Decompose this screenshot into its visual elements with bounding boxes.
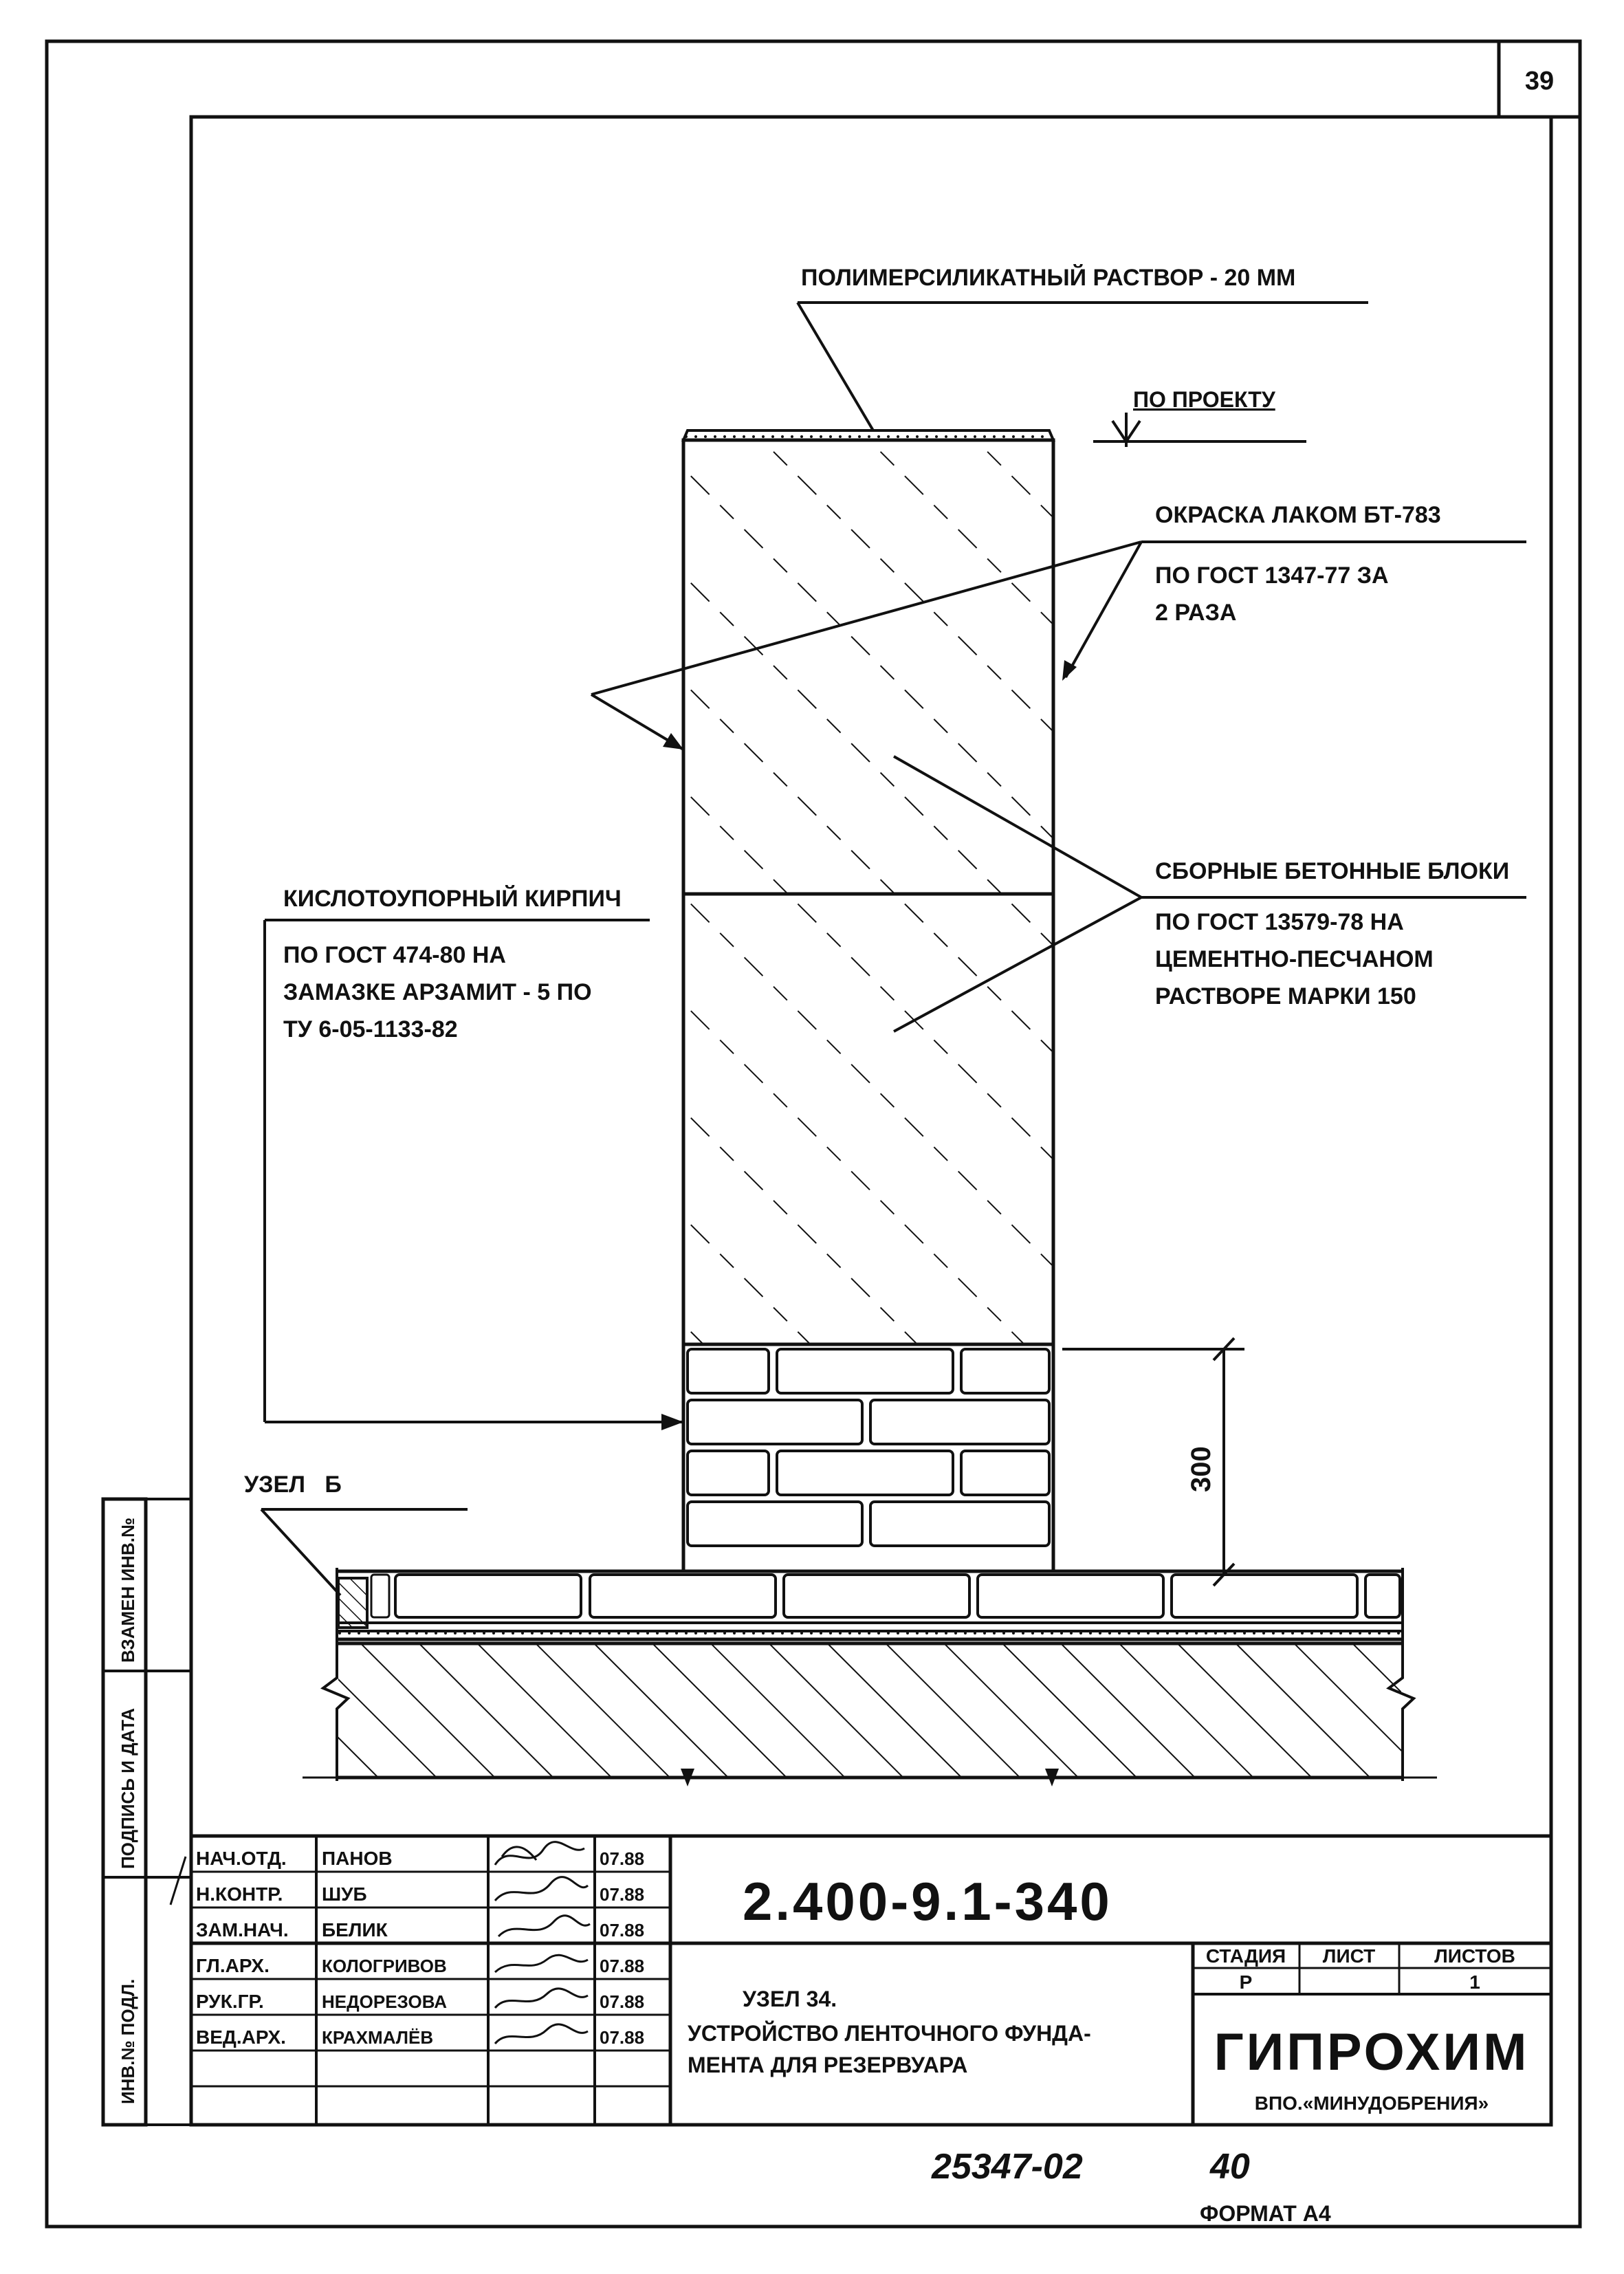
sheet-header: ЛИСТ bbox=[1322, 1945, 1376, 1967]
tb-name-6: КРАХМАЛЁВ bbox=[322, 2027, 434, 2048]
callout-by-project: ПО ПРОЕКТУ bbox=[1133, 387, 1275, 412]
org-name: ГИПРОХИМ bbox=[1214, 2023, 1530, 2081]
tb-role-3: ЗАМ.НАЧ. bbox=[196, 1919, 289, 1940]
title-line-1: УЗЕЛ 34. bbox=[743, 1987, 837, 2011]
tb-date-3: 07.88 bbox=[600, 1920, 645, 1940]
sheets-value: 1 bbox=[1469, 1971, 1480, 1993]
callout-brick-1: КИСЛОТОУПОРНЫЙ КИРПИЧ bbox=[283, 886, 622, 912]
callout-lacquer-2: ПО ГОСТ 1347-77 ЗА bbox=[1155, 562, 1389, 589]
archive-number: 25347-02 bbox=[932, 2147, 1083, 2187]
stamp-signature-date: ПОДПИСЬ И ДАТА bbox=[118, 1707, 138, 1869]
tb-role-1: НАЧ.ОТД. bbox=[196, 1848, 287, 1869]
foundation-base bbox=[303, 1568, 1437, 1786]
tb-date-1: 07.88 bbox=[600, 1848, 645, 1869]
callout-node-b: УЗЕЛ Б bbox=[244, 1472, 342, 1498]
tb-role-4: ГЛ.АРХ. bbox=[196, 1955, 270, 1976]
tb-name-2: ШУБ bbox=[322, 1883, 367, 1905]
sheets-header: ЛИСТОВ bbox=[1434, 1945, 1515, 1967]
stage-header: СТАДИЯ bbox=[1205, 1945, 1286, 1967]
callout-brick-3: ЗАМАЗКЕ АРЗАМИТ - 5 ПО bbox=[283, 979, 592, 1005]
tb-date-6: 07.88 bbox=[600, 2027, 645, 2048]
tb-name-3: БЕЛИК bbox=[322, 1919, 388, 1940]
tb-name-4: КОЛОГРИВОВ bbox=[322, 1956, 447, 1976]
callout-brick-4: ТУ 6-05-1133-82 bbox=[283, 1016, 458, 1042]
acid-resistant-brick bbox=[683, 1344, 1053, 1571]
tb-role-2: Н.КОНТР. bbox=[196, 1883, 283, 1905]
tb-date-5: 07.88 bbox=[600, 1991, 645, 2012]
stamp-replace-inv: ВЗАМЕН ИНВ.№ bbox=[118, 1518, 138, 1663]
sheet-number: 39 bbox=[1524, 67, 1555, 96]
page-number: 40 bbox=[1210, 2147, 1250, 2187]
dimension-300: 300 bbox=[1186, 1446, 1216, 1492]
callout-blocks-2: ПО ГОСТ 13579-78 НА bbox=[1155, 909, 1404, 935]
concrete-block-wall bbox=[683, 440, 1053, 1344]
callout-brick-2: ПО ГОСТ 474-80 НА bbox=[283, 942, 506, 968]
tb-role-5: РУК.ГР. bbox=[196, 1991, 264, 2012]
stage-value: Р bbox=[1239, 1971, 1253, 1993]
title-line-2: УСТРОЙСТВО ЛЕНТОЧНОГО ФУНДА- bbox=[688, 2021, 1091, 2046]
tb-name-1: ПАНОВ bbox=[322, 1848, 393, 1869]
tb-role-6: ВЕД.АРХ. bbox=[196, 2026, 286, 2048]
tb-date-2: 07.88 bbox=[600, 1884, 645, 1905]
tb-date-4: 07.88 bbox=[600, 1956, 645, 1976]
callout-lacquer-1: ОКРАСКА ЛАКОМ БТ-783 bbox=[1155, 502, 1441, 528]
drawing-number: 2.400-9.1-340 bbox=[743, 1871, 1112, 1932]
title-line-3: МЕНТА ДЛЯ РЕЗЕРВУАРА bbox=[688, 2053, 968, 2077]
stamp-original-inv: ИНВ.№ ПОДЛ. bbox=[118, 1978, 138, 2104]
mortar-layer bbox=[683, 430, 1053, 440]
org-subtitle: ВПО.«МИНУДОБРЕНИЯ» bbox=[1254, 2092, 1489, 2114]
tb-name-5: НЕДОРЕЗОВА bbox=[322, 1991, 447, 2012]
callout-blocks-4: РАСТВОРЕ МАРКИ 150 bbox=[1155, 983, 1416, 1009]
callout-blocks-1: СБОРНЫЕ БЕТОННЫЕ БЛОКИ bbox=[1155, 858, 1510, 884]
paper-format: ФОРМАТ А4 bbox=[1200, 2201, 1331, 2226]
callout-blocks-3: ЦЕМЕНТНО-ПЕСЧАНОМ bbox=[1155, 946, 1434, 972]
callout-lacquer-3: 2 РАЗА bbox=[1155, 600, 1237, 626]
callout-mortar: ПОЛИМЕРСИЛИКАТНЫЙ РАСТВОР - 20 ММ bbox=[801, 265, 1296, 291]
side-stamp bbox=[103, 1499, 191, 2125]
